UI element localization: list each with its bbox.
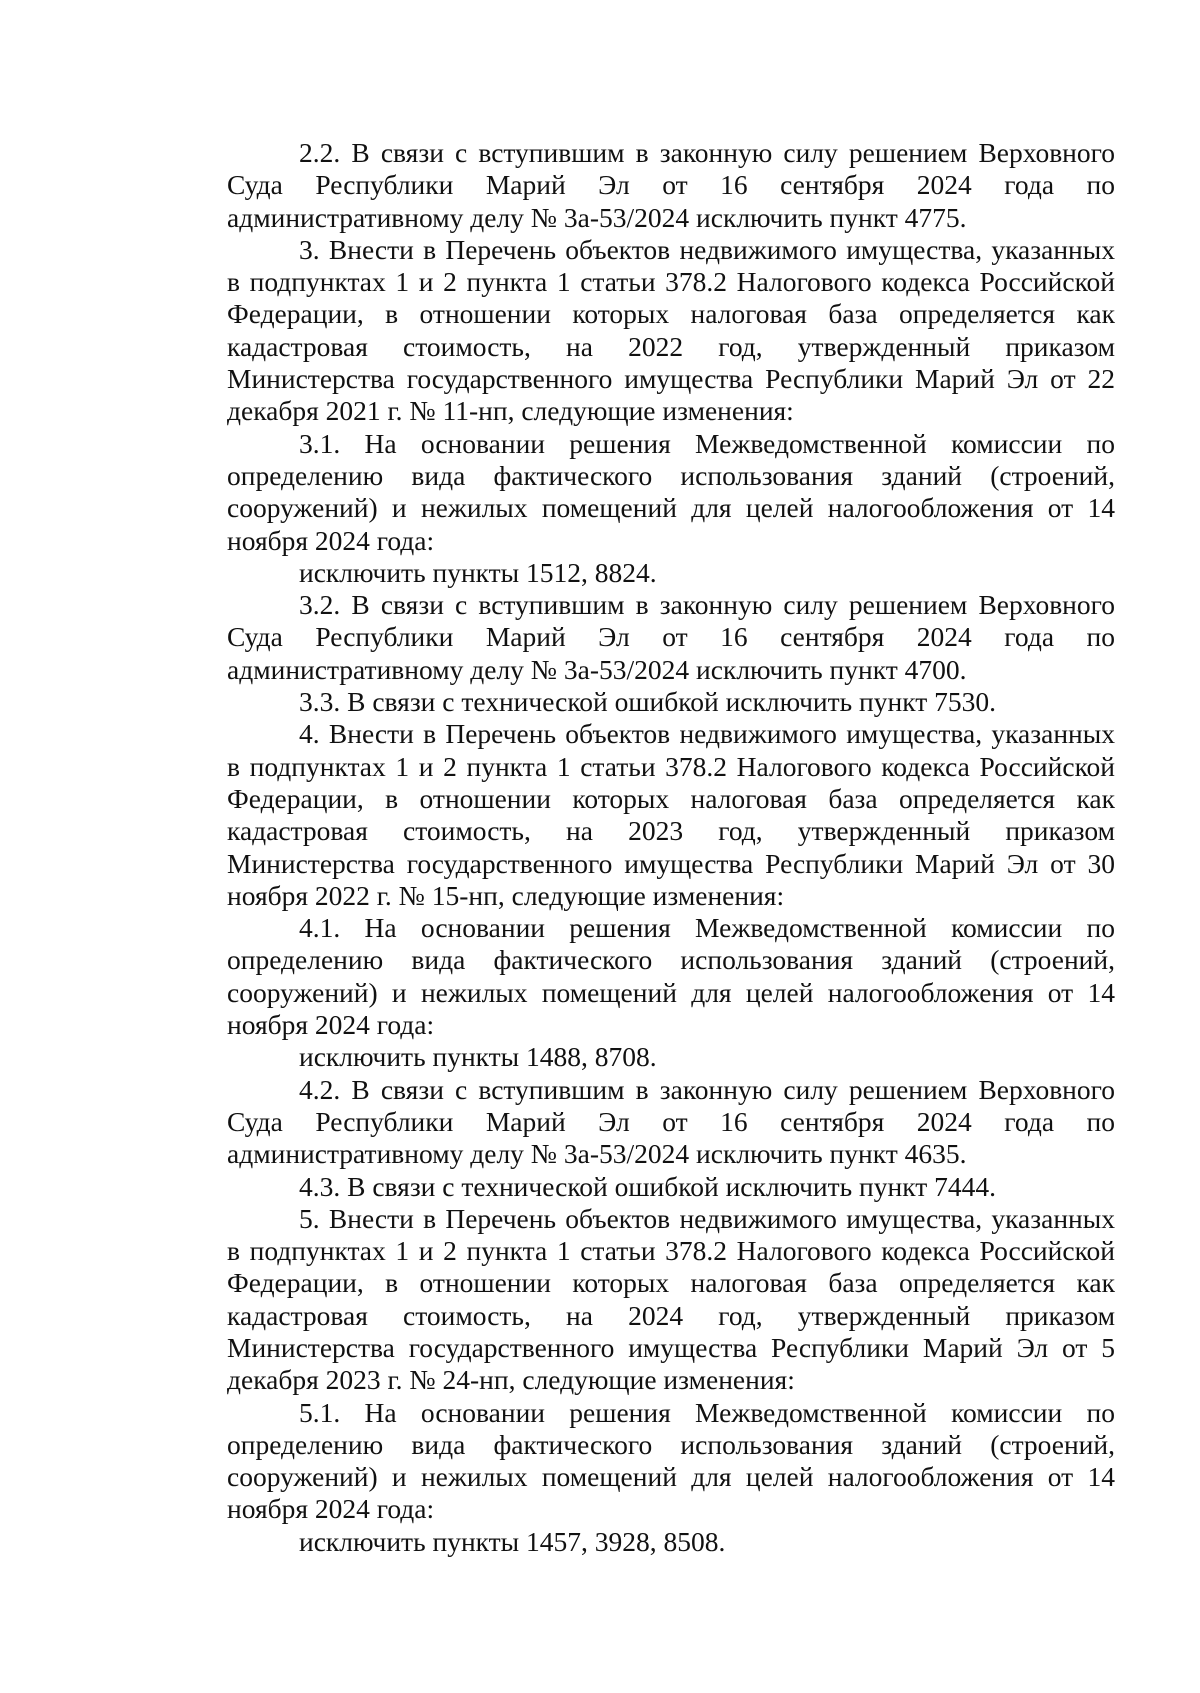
- paragraph-4-2: 4.2. В связи с вступившим в законную силу решением Верховного Суда Республики Марий Эл от 16 сентября 2024 года по административному делу № 3а-53/2024 исключить пункт 4635.: [227, 1073, 1115, 1170]
- paragraph-4-1-exclude: исключить пункты 1488, 8708.: [299, 1041, 657, 1073]
- document-body: [227, 137, 1115, 1558]
- paragraph-2-2: 2.2. В связи с вступившим в законную силу решением Верховного Суда Республики Марий Эл от 16 сентября 2024 года по административному делу № 3а-53/2024 исключить пункт 4775.: [227, 137, 1115, 233]
- paragraph-3: 3. Внести в Перечень объектов недвижимого имущества, указанных в подпунктах 1 и 2 пункта 1 статьи 378.2 Налогового кодекса Российской Федерации, в отношении которых налоговая база определяется как кадастровая стоимость, на 2022 год, утвержденный приказом Министерства государственного имущества Республики Марий Эл от 22 декабря 2021 г. № 11-нп, следующие изменения:: [227, 233, 1115, 427]
- paragraph-3-1-exclude: исключить пункты 1512, 8824.: [299, 556, 657, 588]
- paragraph-4-1: 4.1. На основании решения Межведомственной комиссии по определению вида фактического использования зданий (строений, сооружений) и нежилых помещений для целей налогообложения от 14 ноября 2024 года:: [227, 912, 1115, 1041]
- paragraph-4: 4. Внести в Перечень объектов недвижимого имущества, указанных в подпунктах 1 и 2 пункта 1 статьи 378.2 Налогового кодекса Российской Федерации, в отношении которых налоговая база определяется как кадастровая стоимость, на 2023 год, утвержденный приказом Министерства государственного имущества Республики Марий Эл от 30 ноября 2022 г. № 15-нп, следующие изменения:: [227, 718, 1115, 911]
- paragraph-5-1-exclude: исключить пункты 1457, 3928, 8508.: [299, 1525, 726, 1557]
- paragraph-3-2: 3.2. В связи с вступившим в законную силу решением Верховного Суда Республики Марий Эл от 16 сентября 2024 года по административному делу № 3а-53/2024 исключить пункт 4700.: [227, 589, 1115, 685]
- paragraph-3-1: 3.1. На основании решения Межведомственной комиссии по определению вида фактического использования зданий (строений, сооружений) и нежилых помещений для целей налогообложения от 14 ноября 2024 года:: [227, 427, 1115, 556]
- paragraph-3-3: 3.3. В связи с технической ошибкой исключить пункт 7530.: [299, 686, 997, 718]
- paragraph-5-1: 5.1. На основании решения Межведомственной комиссии по определению вида фактического использования зданий (строений, сооружений) и нежилых помещений для целей налогообложения от 14 ноября 2024 года:: [227, 1396, 1115, 1525]
- paragraph-4-3: 4.3. В связи с технической ошибкой исключить пункт 7444.: [299, 1170, 997, 1202]
- paragraph-5: 5. Внести в Перечень объектов недвижимого имущества, указанных в подпунктах 1 и 2 пункта 1 статьи 378.2 Налогового кодекса Российской Федерации, в отношении которых налоговая база определяется как кадастровая стоимость, на 2024 год, утвержденный приказом Министерства государственного имущества Республики Марий Эл от 5 декабря 2023 г. № 24-нп, следующие изменения:: [227, 1202, 1115, 1396]
